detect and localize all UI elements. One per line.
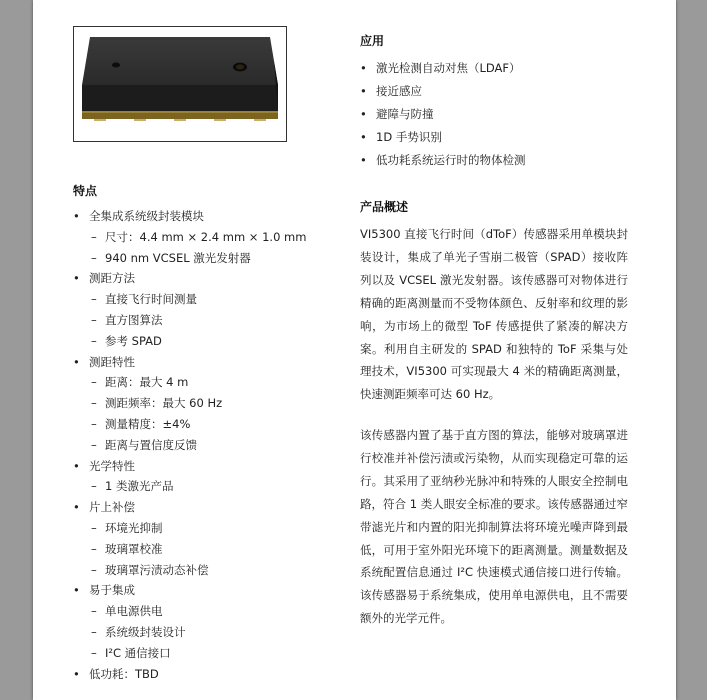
feature-subitem: – 测量精度：±4% bbox=[89, 414, 343, 435]
feature-subitem: – 玻璃罩校准 bbox=[89, 539, 343, 560]
feature-label: 全集成系统级封装模块 bbox=[89, 209, 204, 223]
feature-subitem: – 1 类激光产品 bbox=[89, 476, 343, 497]
feature-label: 测距特性 bbox=[89, 354, 135, 369]
feature-subitem: – 系统级封装设计 bbox=[89, 622, 343, 643]
feature-subitem: – I²C 通信接口 bbox=[89, 643, 343, 664]
feature-item bbox=[73, 580, 343, 663]
feature-label: 低功耗：TBD bbox=[89, 666, 159, 681]
feature-subitem: – 直接飞行时间测量 bbox=[89, 289, 343, 310]
application-item: • 低功耗系统运行时的物体检测 bbox=[360, 149, 635, 172]
overview-paragraph-1: VI5300 直接飞行时间（dToF）传感器采用单模块封装设计，集成了单光子雪崩二极管（SPAD）接收阵列以及 VCSEL 激光发射器。该传感器可对物体进行精确的距离测量而不受物体颜色、反射率和纹理的影响，为市场上的微型 ToF 传感提供了紧凑的解决方案。利用自主研发的 SPAD 和独特的 ToF 采集与处理技术，VI5300 可实现最大 4 米的精确距离测量，快速测距频率可达 60 Hz。 bbox=[360, 227, 628, 402]
feature-item bbox=[73, 352, 343, 456]
overview-paragraph-2: 该传感器内置了基于直方图的算法，能够对玻璃罩进行校准并补偿污渍或污染物，从而实现稳定可靠的运行。其采用了亚纳秒光脉冲和特殊的人眼安全控制电路，符合 1 类人眼安全标准的要求。该传感器通过窄带滤光片和内置的阳光抑制算法将环境光噪声降到最低，可用于室外阳光环境下的距离测量。测量数据及系统配置信息通过 I²C 快速模式通信接口进行传输。该传感器易于系统集成，使用单电源供电，且不需要额外的光学元件。 bbox=[360, 428, 628, 626]
feature-subitem: – 单电源供电 bbox=[89, 601, 343, 622]
application-item: • 1D 手势识别 bbox=[360, 126, 635, 149]
features-list bbox=[73, 206, 343, 684]
feature-subitem: – 尺寸：4.4 mm × 2.4 mm × 1.0 mm bbox=[89, 227, 343, 248]
feature-subitem: – 940 nm VCSEL 激光发射器 bbox=[89, 248, 343, 269]
application-item: • 激光检测自动对焦（LDAF） bbox=[360, 57, 635, 80]
feature-label: 测距方法 bbox=[89, 271, 135, 286]
feature-subitem: – 参考 SPAD bbox=[89, 331, 343, 352]
feature-label: 光学特性 bbox=[89, 458, 135, 473]
application-item: • 接近感应 bbox=[360, 80, 635, 103]
datasheet-page bbox=[33, 0, 676, 700]
feature-item bbox=[73, 268, 343, 351]
product-image bbox=[73, 26, 287, 142]
feature-item bbox=[73, 497, 343, 580]
feature-subitem: – 环境光抑制 bbox=[89, 518, 343, 539]
feature-subitem: – 直方图算法 bbox=[89, 310, 343, 331]
feature-label: 易于集成 bbox=[89, 583, 135, 598]
applications-list bbox=[360, 57, 635, 172]
feature-subitem: – 距离与置信度反馈 bbox=[89, 435, 343, 456]
feature-subitem: – 玻璃罩污渍动态补偿 bbox=[89, 560, 343, 581]
features-title: 特点 bbox=[73, 184, 98, 198]
feature-subitem: – 距离：最大 4 m bbox=[89, 372, 343, 393]
feature-item bbox=[73, 664, 343, 685]
feature-item bbox=[73, 206, 343, 268]
feature-label: 片上补偿 bbox=[89, 500, 135, 515]
application-item: • 避障与防撞 bbox=[360, 103, 635, 126]
feature-subitem: – 测距频率：最大 60 Hz bbox=[89, 393, 343, 414]
sensor-module-illustration bbox=[74, 27, 286, 141]
applications-title: 应用 bbox=[360, 34, 385, 48]
overview-title: 产品概述 bbox=[360, 200, 409, 214]
feature-item bbox=[73, 456, 343, 498]
